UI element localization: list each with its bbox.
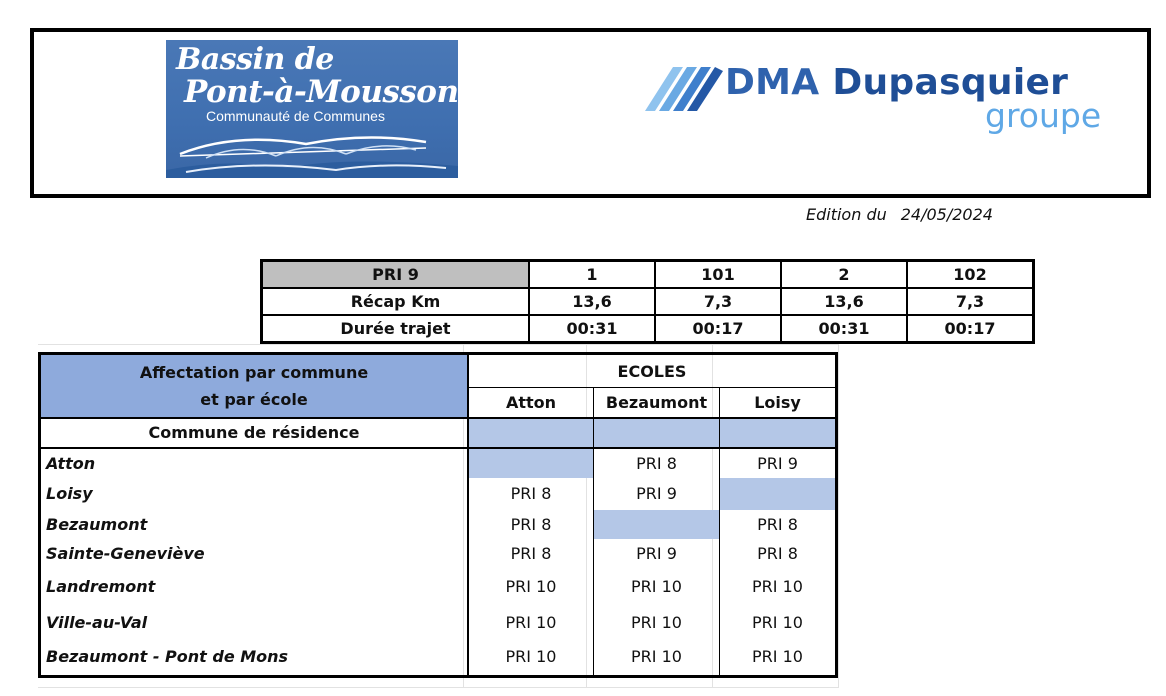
recap-cell: 13,6 bbox=[529, 288, 655, 315]
commune-row bbox=[40, 539, 837, 568]
assignment-cell bbox=[720, 478, 837, 510]
logo-line1: Bassin de bbox=[176, 42, 334, 77]
recap-cell: 00:17 bbox=[655, 315, 781, 343]
residence-cell bbox=[468, 418, 594, 448]
school-bezaumont: Bezaumont bbox=[594, 388, 720, 418]
assignment-cell: PRI 10 bbox=[720, 568, 837, 606]
edition-label: Edition du bbox=[806, 205, 887, 224]
assignment-cell: PRI 8 bbox=[468, 510, 594, 539]
recap-line-label: PRI 9 bbox=[262, 261, 530, 289]
assignment-cell: PRI 10 bbox=[720, 639, 837, 677]
recap-cell: 00:31 bbox=[529, 315, 655, 343]
assignment-cell bbox=[468, 448, 594, 478]
gridline bbox=[838, 343, 839, 688]
aff-title bbox=[40, 354, 469, 418]
residence-label: Commune de résidence bbox=[40, 418, 469, 448]
brand-sub: groupe bbox=[985, 96, 1102, 135]
commune-row bbox=[40, 639, 837, 677]
recap-cell: 00:17 bbox=[907, 315, 1034, 343]
bassin-pont-a-mousson-logo bbox=[166, 40, 458, 178]
recap-service: 1 bbox=[529, 261, 655, 289]
recap-row-km bbox=[262, 288, 1034, 315]
edition-date: 24/05/2024 bbox=[900, 205, 993, 224]
assignment-cell: PRI 10 bbox=[594, 568, 720, 606]
assignment-cell: PRI 8 bbox=[468, 539, 594, 568]
recap-row-label: Récap Km bbox=[262, 288, 530, 315]
commune-row bbox=[40, 606, 837, 639]
assignment-cell: PRI 10 bbox=[468, 568, 594, 606]
assignment-cell: PRI 8 bbox=[720, 539, 837, 568]
commune-name: Ville-au-Val bbox=[46, 612, 148, 632]
commune-row bbox=[40, 478, 837, 510]
assignment-cell bbox=[594, 510, 720, 539]
recap-table bbox=[260, 259, 1035, 344]
residence-row bbox=[40, 418, 837, 448]
commune-row bbox=[40, 568, 837, 606]
aff-header-row-1 bbox=[40, 354, 837, 388]
gridline bbox=[38, 344, 838, 345]
aff-title-line2: et par école bbox=[200, 389, 308, 409]
recap-service: 2 bbox=[781, 261, 907, 289]
recap-header-row bbox=[262, 261, 1034, 289]
assignment-cell: PRI 10 bbox=[594, 606, 720, 639]
aff-title-line1: Affectation par commune bbox=[139, 362, 369, 382]
commune-name: Loisy bbox=[46, 484, 93, 503]
bridge-icon bbox=[166, 126, 458, 178]
assignment-cell: PRI 10 bbox=[720, 606, 837, 639]
recap-service: 102 bbox=[907, 261, 1034, 289]
commune-name: Atton bbox=[46, 453, 96, 473]
assignment-cell: PRI 8 bbox=[468, 478, 594, 510]
recap-cell: 7,3 bbox=[907, 288, 1034, 315]
school-loisy: Loisy bbox=[720, 388, 837, 418]
assignment-cell: PRI 9 bbox=[594, 539, 720, 568]
assignment-cell: PRI 10 bbox=[594, 639, 720, 677]
recap-row-duree bbox=[262, 315, 1034, 343]
assignment-cell: PRI 9 bbox=[594, 478, 720, 510]
brand-dma: DMA bbox=[725, 62, 820, 103]
stripes-icon bbox=[645, 67, 723, 111]
logo-line2: Pont-à-Mousson bbox=[184, 74, 458, 110]
edition-line bbox=[806, 205, 993, 224]
brand-name: Dupasquier bbox=[832, 62, 1069, 103]
logo-line3: Communauté de Communes bbox=[206, 108, 385, 124]
gridline bbox=[38, 687, 838, 688]
commune-name: Landremont bbox=[46, 577, 156, 596]
recap-cell: 13,6 bbox=[781, 288, 907, 315]
assignment-cell: PRI 9 bbox=[720, 448, 837, 478]
recap-cell: 00:31 bbox=[781, 315, 907, 343]
school-atton: Atton bbox=[468, 388, 594, 418]
commune-name: Bezaumont bbox=[46, 514, 148, 534]
commune-name: Bezaumont - Pont de Mons bbox=[46, 647, 289, 667]
residence-cell bbox=[720, 418, 837, 448]
recap-cell: 7,3 bbox=[655, 288, 781, 315]
recap-row-label: Durée trajet bbox=[262, 315, 530, 343]
dma-dupasquier-logo bbox=[645, 60, 1135, 140]
ecoles-header: ECOLES bbox=[468, 354, 837, 388]
recap-service: 101 bbox=[655, 261, 781, 289]
affectation-table bbox=[38, 352, 838, 678]
commune-row bbox=[40, 510, 837, 539]
residence-cell bbox=[594, 418, 720, 448]
assignment-cell: PRI 8 bbox=[594, 448, 720, 478]
assignment-cell: PRI 10 bbox=[468, 639, 594, 677]
commune-name: Sainte-Geneviève bbox=[46, 543, 205, 563]
commune-row bbox=[40, 448, 837, 478]
assignment-cell: PRI 10 bbox=[468, 606, 594, 639]
assignment-cell: PRI 8 bbox=[720, 510, 837, 539]
